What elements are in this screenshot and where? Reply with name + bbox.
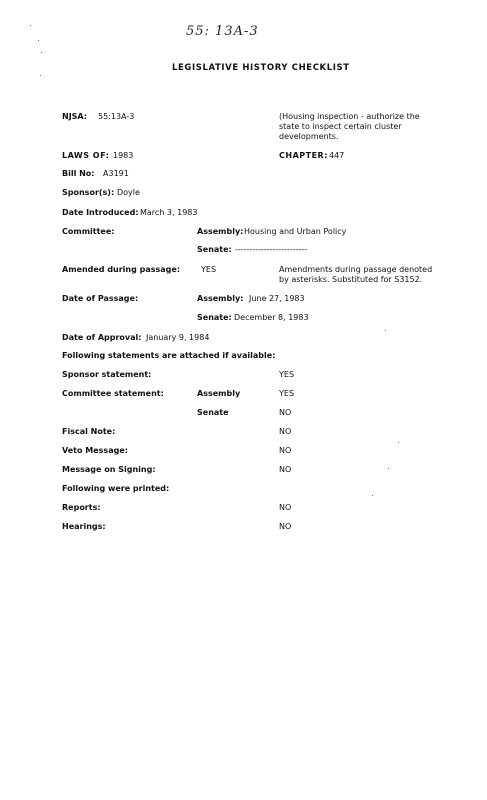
message-on-signing-label: Message on Signing: [62,465,156,474]
fiscal-note-label: Fiscal Note: [62,427,116,436]
committee-statement-assembly-value: YES [279,389,295,398]
hearings-value: NO [279,522,292,531]
chapter-value: 447 [329,151,345,160]
page-title: LEGISLATIVE HISTORY CHECKLIST [172,63,350,73]
amended-value: YES [201,265,217,274]
passage-senate-value: December 8, 1983 [234,313,309,322]
scan-speck [38,40,39,41]
message-on-signing-value: NO [279,465,292,474]
committee-statement-senate-value: NO [279,408,292,417]
sponsor-statement-label: Sponsor statement: [62,370,152,379]
amended-label: Amended during passage: [62,265,181,274]
committee-label: Committee: [62,227,115,236]
date-introduced-value: March 3, 1983 [140,208,198,217]
njsa-value: 55:13A-3 [98,112,135,121]
committee-statement-assembly-label: Assembly [197,389,241,398]
amended-note: Amendments during passage denoted by asterisks. Substituted for S3152. [279,265,433,284]
following-printed-heading: Following were printed: [62,484,170,493]
sponsor-label: Sponsor(s): [62,188,115,197]
reports-value: NO [279,503,292,512]
passage-assembly-value: June 27, 1983 [249,294,305,303]
scan-speck [40,75,41,76]
hearings-label: Hearings: [62,522,106,531]
scan-speck [372,495,373,496]
date-introduced-label: Date Introduced: [62,208,139,217]
fiscal-note-value: NO [279,427,292,436]
following-attached-heading: Following statements are attached if available: [62,351,276,360]
bill-no-value: A3191 [103,169,129,178]
committee-statement-senate-label: Senate [197,408,229,417]
committee-assembly-label: Assembly: [197,227,244,236]
veto-message-label: Veto Message: [62,446,128,455]
passage-senate-label: Senate: [197,313,232,322]
scan-speck [388,468,389,469]
njsa-label: NJSA: [62,112,87,121]
date-of-passage-label: Date of Passage: [62,294,139,303]
bill-no-label: Bill No: [62,169,95,178]
scan-speck [398,442,399,443]
scan-speck [385,330,386,331]
date-of-approval-label: Date of Approval: [62,333,142,342]
handwritten-reference: 55: 13A-3 [186,24,259,39]
reports-label: Reports: [62,503,101,512]
scan-speck [30,25,31,26]
sponsor-statement-value: YES [279,370,295,379]
committee-assembly-value: Housing and Urban Policy [244,227,347,236]
passage-assembly-label: Assembly: [197,294,244,303]
veto-message-value: NO [279,446,292,455]
committee-statement-label: Committee statement: [62,389,164,398]
laws-of-value: 1983 [113,151,134,160]
date-of-approval-value: January 9, 1984 [146,333,210,342]
njsa-description: (Housing inspection - authorize the state to inspect certain cluster developments. [279,112,420,141]
sponsor-value: Doyle [117,188,140,197]
chapter-label: CHAPTER: [279,151,328,160]
laws-of-label: LAWS OF: [62,151,110,160]
committee-senate-label: Senate: [197,245,232,254]
committee-senate-value: ------------------------- [235,245,308,254]
scan-speck [41,52,42,53]
